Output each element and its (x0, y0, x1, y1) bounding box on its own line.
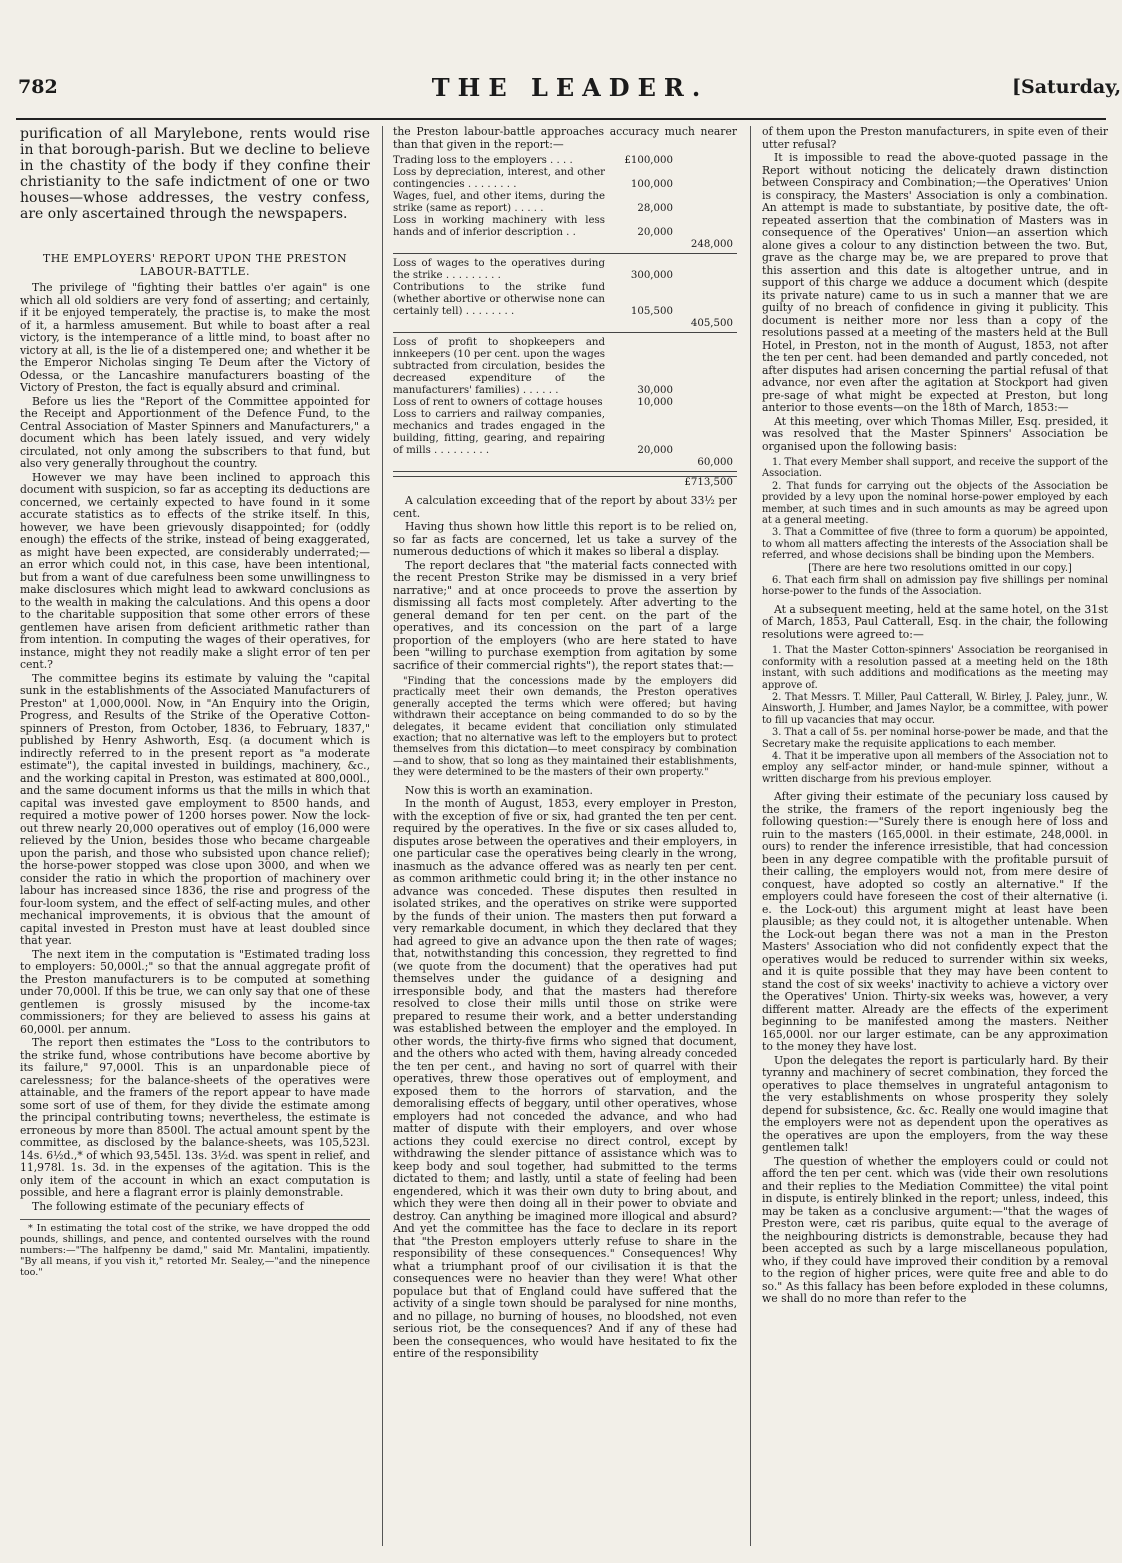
ledger-amount: 10,000 (637, 397, 673, 408)
resolution: 4. That it be imperative upon all members of the Association not to employ any self-actor minder, or hand-mule spinner, without a written discharge from his previous employer. (762, 751, 1108, 785)
column-1 (20, 126, 370, 1548)
ledger-item: Trading loss to the employers . . . . (393, 155, 573, 166)
paragraph: the Preston labour-battle approaches accuracy much nearer than that given in the report:— (393, 126, 737, 151)
ledger-amount: 30,000 (637, 385, 673, 396)
ledger-amount: 28,000 (637, 203, 673, 214)
ledger-item: Loss of rent to owners of cottage houses (393, 397, 603, 408)
ledger-item: Loss of profit to shopkeepers and innkeepers (10 per cent. upon the wages subtracted from circulation, besides the decreased expenditure of the manufacturers' families) . . . . . . (393, 337, 605, 396)
ledger-item: Contributions to the strike fund (whether abortive or otherwise none can certainly tell) . . . . . . . . (393, 282, 605, 317)
ledger-row (393, 155, 737, 167)
paragraph: The report declares that "the material facts connected with the recent Preston Strike may be dismissed in a very brief narrative;" and at once proceeds to prove the assertion by dismissing all facts most completely. After adverting to the general demand for ten per cent. on the part of the operatives, and its concession on the part of a large proportion of the employers (who are here stated to have been "willing to purchase exemption from agitation by some sacrifice of their commercial rights"), the report states that:— (393, 558, 737, 672)
ledger-amount: 20,000 (637, 445, 673, 456)
ledger-group-operatives (393, 258, 737, 333)
ledger-item: Loss in working machinery with less hands and of inferior description . . (393, 215, 605, 238)
ledger-row (393, 282, 737, 318)
ledger-item: Wages, fuel, and other items, during the strike (same as report) . . . . . (393, 191, 605, 214)
block-quote (393, 676, 737, 779)
paragraph: At this meeting, over which Thomas Miller, Esq. presided, it was resolved that the Master Spinners' Association be organised upon the following basis: (762, 414, 1108, 453)
ledger-amount: 105,500 (630, 306, 673, 317)
paragraph: The following estimate of the pecuniary effects of (32, 1199, 304, 1213)
header-day: [Saturday, (1012, 76, 1122, 98)
quote-text: "Finding that the concessions made by the employers did practically meet their own demands, the Preston operatives generally accepted the terms which were offered; but having withdrawn their acceptance on being commanded to do so by the delegates, it became evident that conciliation only stimulated exaction; that no alternative was left to the employers but to protect themselves from this dictation—to meet conspiracy by combination—and to show, that so long as they maintained their establishments, they were determined to be the masters of their own property." (393, 676, 737, 779)
paragraph: After giving their estimate of the pecuniary loss caused by the strike, the framers of the report ingeniously beg the following question:—"Surely there is enough here of loss and ruin to the masters (165,000l. in their estimate, 248,000l. in ours) to render the inference irresistible, that had concession been in any degree compatible with the profitable pursuit of their calling, the employers would not, from mere desire of conquest, have adopted so costly an alternative." If the employers could have foreseen the cost of their alternative (i. e. the Lock-out) this argument might at least have been plausible; as they could not, it is altogether untenable. When the Lock-out began there was not a man in the Preston Masters' Association who did not confidently expect that the operatives would be reduced to surrender within six weeks, and it is quite possible that they may have been content to stand the cost of six weeks' inactivity to achieve a victory over the Operatives' Union. Thirty-six weeks was, however, a very different matter. Already are the effects of the experiment beginning to be manifested among the masters. Neither 165,000l. nor our larger estimate, can be any approximation to the money they have lost. (762, 790, 1108, 1054)
paragraph: A calculation exceeding that of the report by about 33½ per cent. (393, 494, 737, 520)
resolution: 2. That funds for carrying out the objects of the Association be provided by a levy upon the nominal horse-power employed by each member, at such times and in such amounts as may be agreed upon at a general meeting. (762, 480, 1108, 527)
paragraph: It is impossible to read the above-quoted passage in the Report without noticing the delicately drawn distinction between Conspiracy and Combination;—the Operatives' Union is conspiracy, the Masters' Association is only a combination. An attempt is made to substantiate, by positive date, the oft-repeated assertion that the combination of Masters was in consequence of the Operatives' Union—an assertion which alone gives a colour to any distinction between the two. But, grave as the charge may be, we are prepared to prove that this assertion and this date is altogether untrue, and in support of this charge we adduce a document which (despite its private nature) came to us in such a manner that we are guilty of no breach of confidence in giving it publicity. This document is neither more nor less than a copy of the resolutions passed at a meeting of the masters held at the Bull Hotel, in Preston, not in the month of August, 1853, not after the ten per cent. had been demanded and partly conceded, not after disputes had arisen concerning the partial refusal of that advance, nor even after the agitation at Stockport had given pre-sage of what might be expected at Preston, but long anterior to those events—on the 18th of March, 1853:— (762, 151, 1108, 414)
paragraph: Before us lies the "Report of the Committee appointed for the Receipt and Apportionment of the Defence Fund, to the Central Association of Master Spinners and Manufacturers," a document which has been lately issued, and very widely circulated, not only among the subscribers to that fund, but also very generally throughout the country. (20, 394, 370, 470)
resolution: 3. That a call of 5s. per nominal horse-power be made, and that the Secretary make the requisite applications to each member. (762, 727, 1108, 750)
resolutions-march-31 (762, 645, 1108, 785)
paragraph: Upon the delegates the report is particularly hard. By their tyranny and machinery of secret combination, they forced the operatives to place themselves in ungrateful antagonism to the very establishments on whose prosperity they solely depend for subsistence, &c. &c. Really one would imagine that the employers were not as dependent upon the operatives as the operatives are upon the employers, from the way these gentlemen talk! (762, 1053, 1108, 1155)
column-divider (750, 126, 751, 1546)
ledger-item: Loss of wages to the operatives during the strike . . . . . . . . . (393, 258, 605, 281)
ledger-row (393, 167, 737, 191)
footnote-text: * In estimating the total cost of the strike, we have dropped the odd pounds, shillings, and pence, and contented ourselves with the round numbers:—"The halfpenny be damd," said Mr. Mantalini, impatiently. "By all means, if you vish it," retorted Mr. Sealey,—"and the ninepence too." (20, 1223, 370, 1278)
resolutions-march-18 (762, 457, 1108, 598)
paragraph: The privilege of "fighting their battles o'er again" is one which all old soldiers are very fond of asserting; and certainly, if it be enjoyed temperately, the practise is, to make the most of it, a harmless amusement. But while to boast after a real victory, is the intemperance of a little mind, to boast after no victory at all, is the lie of a distempered one; and whether it be the Emperor Nicholas singing Te Deum after the Victory of Odessa, or the Lancashire manufacturers boasting of the Victory of Preston, the fact is equally absurd and criminal. (20, 281, 370, 394)
article-title: THE EMPLOYERS' REPORT UPON THE PRESTON LABOUR-BATTLE. (42, 252, 348, 278)
masthead: THE LEADER. (431, 73, 709, 102)
footnote (20, 1219, 370, 1278)
ledger-group-others (393, 337, 737, 472)
column-3 (762, 126, 1108, 1548)
ledger-row (393, 258, 737, 282)
ledger-grand-total: £713,500 (393, 476, 737, 489)
resolution: 3. That a Committee of five (three to form a quorum) be appointed, to whom all matters affecting the interests of the Association shall be referred, and whose decisions shall be binding upon the Members. (762, 527, 1108, 562)
paragraph: The committee begins its estimate by valuing the "capital sunk in the establishments of the Associated Manufacturers of Preston" at 1,000,000l. Now, in "An Enquiry into the Origin, Progress, and Results of the Strike of the Operative Cotton-spinners of Preston, from October, 1836, to February, 1837," published by Henry Ashworth, Esq. (a document which is indirectly referred to in the present report as "a moderate estimate"), the capital invested in buildings, machinery, &c., and the working capital in Preston, was estimated at 800,000l., and the same document informs us that the mills in which that capital was invested gave employment to 8500 hands, and required a motive power of 1200 horses power. Now the lock-out threw nearly 20,000 operatives out of employ (16,000 were relieved by the Union, besides those who became chargeable upon the parish, and those who subsisted upon chance relief); the horse-power stopped was close upon 3000, and when we consider the ratio in which the proportion of machinery over labour has increased since 1836, the rise and progress of the four-loom system, and the effect of self-acting mules, and other mechanical improvements, it is obvious that the amount of capital invested in Preston must have at least doubled since that year. (20, 671, 370, 947)
page-header (0, 70, 1122, 110)
column-divider (382, 126, 383, 1546)
resolution: 1. That every Member shall support, and receive the support of the Association. (762, 457, 1108, 480)
ledger-row (393, 215, 737, 239)
ledger-subtotal: 405,500 (690, 318, 733, 329)
ledger-amount: 20,000 (637, 227, 673, 238)
paragraph: of them upon the Preston manufacturers, in spite even of their utter refusal? (762, 126, 1108, 151)
ledger-row (393, 397, 737, 409)
ledger-item: Loss to carriers and railway companies, mechanics and trades engaged in the building, fitting, gearing, and repairing of mills . . . . . . . . . (393, 409, 605, 456)
resolution-note: [There are here two resolutions omitted in our copy.] (808, 562, 1072, 574)
paragraph: However we may have been inclined to approach this document with suspicion, so far as accepting its deductions are concerned, we certainly expected to have found in it some accurate statistics as to effects of the strike itself. In this, however, we have been grievously disappointed; for (oddly enough) the effects of the strike, instead of being exaggerated, as might have been expected, are considerably underrated;—an error which could not, in this case, have been intentional, but from a want of due carefulness been some unwillingness to make disclosures which might lead to awkward conclusions as to the wealth in making the calculations. And this opens a door to the charitable supposition that some other errors of these gentlemen have arisen from deficient arithmetic rather than from intention. In computing the wages of their operatives, for instance, might they not readily make a slight error of ten per cent.? (20, 470, 370, 671)
paragraph: In the month of August, 1853, every employer in Preston, with the exception of five or six, had granted the ten per cent. required by the operatives. In the five or six cases alluded to, disputes arose between the operatives and their employers, in one particular case the operatives being clearly in the wrong, inasmuch as the advance offered was as nearly ten per cent. as common arithmetic could bring it; in the other instance no advance was conceded. These disputes then resulted in isolated strikes, and the operatives on strike were supported by the funds of their union. The masters then put forward a very remarkable document, in which they declared that they had agreed to give an advance upon the then rate of wages; that, notwithstanding this concession, they regretted to find (we quote from the document) that the operatives had put themselves under the guidance of a designing and irresponsible body, and that the masters had therefore resolved to close their mills until those on strike were prepared to resume their work, and a better understanding was established between the employer and the employed. In other words, the thirty-five firms who signed that document, and the others who acted with them, having already conceded the ten per cent., and having no sort of quarrel with their operatives, threw those operatives out of employment, and exposed them to the horrors of starvation, and the demoralising effects of beggary, until other operatives, whose employers had not conceded the advance, and who had matter of dispute with their employers, and over whose actions they could exercise no direct control, except by withdrawing the slender pittance of assistance which was to keep body and soul together, had submitted to the terms dictated to them; and lastly, until a state of feeling had been engendered, which it was their own duty to bring about, and which they were then doing all in their power to obviate and destroy. Can anything be imagined more illogical and absurd? And yet the committee has the face to declare in its report that "the Preston employers utterly refuse to share in the responsibility of these consequences." Consequences! Why what a triumphant proof of our civilisation it is that the consequences were no heavier than they were! What other populace but that of England could have suffered that the activity of a single town should be paralysed for nine months, and no pillage, no burning of houses, no bloodshed, not even serious riot, be the consequences? And if any of these had been the consequences, who would have hesitated to fix the entire of the responsibility (393, 797, 737, 1361)
ledger-amount: 100,000 (630, 179, 673, 190)
ledger-group-employers (393, 155, 737, 254)
ledger-row (393, 337, 737, 397)
ledger-item: Loss by depreciation, interest, and other contingencies . . . . . . . . (393, 167, 605, 190)
ledger-subtotal: 248,000 (690, 239, 733, 250)
loss-ledger (393, 155, 737, 489)
paragraph: The question of whether the employers could or could not afford the ten per cent. which was (vide their own resolutions and their replies to the Mediation Committee) the vital point in dispute, is entirely blinked in the report; unless, indeed, this may be taken as a conclusive argument:—"that the wages of Preston were, cæt ris paribus, quite equal to the average of the neighbouring districts is demonstrable, because they had been accepted as such by a large miscellaneous population, who, if they could have improved their condition by a removal to the region of higher prices, were quite free and able to do so." As this fallacy has been before exploded in these columns, we shall do no more than refer to the (762, 1154, 1108, 1306)
ledger-amount: £100,000 (624, 155, 673, 166)
paragraph: At a subsequent meeting, held at the same hotel, on the 31st of March, 1853, Paul Catterall, Esq. in the chair, the following resolutions were agreed to:— (762, 602, 1108, 641)
column-2 (393, 126, 737, 1548)
page-number: 782 (18, 76, 58, 98)
paragraph: The report then estimates the "Loss to the contributors to the strike fund, whose contributions have become abortive by its failure," 97,000l. This is an unpardonable piece of carelessness; for the balance-sheets of the operatives were attainable, and the framers of the report appear to have made some sort of use of them, for they divide the estimate among the principal contributing towns; nevertheless, the estimate is erroneous by more than 8500l. The actual amount spent by the committee, as disclosed by the balance-sheets, was 105,523l. 14s. 6½d.,* of which 93,545l. 13s. 3½d. was spent in relief, and 11,978l. 1s. 3d. in the expenses of the agitation. This is the only item of the account in which an exact computation is possible, and here a flagrant error is plainly demonstrable. (20, 1036, 370, 1199)
resolution: 2. That Messrs. T. Miller, Paul Catterall, W. Birley, J. Paley, junr., W. Ainsworth, J. Humber, and James Naylor, be a committee, with power to fill up vacancies that may occur. (762, 692, 1108, 726)
header-rule (16, 118, 1106, 120)
ledger-subtotal: 60,000 (697, 457, 733, 468)
ledger-row (393, 409, 737, 457)
paragraph: Now this is worth an examination. (405, 783, 593, 797)
ledger-amount: 300,000 (630, 270, 673, 281)
resolution: 6. That each firm shall on admission pay five shillings per nominal horse-power to the funds of the Association. (762, 575, 1108, 598)
paragraph: Having thus shown how little this report is to be relied on, so far as facts are concerned, let us take a survey of the numerous deductions of which it makes so liberal a display. (393, 520, 737, 558)
resolution: 1. That the Master Cotton-spinners' Association be reorganised in conformity with a resolution passed at a meeting held on the 18th instant, with such additions and modifications as the meeting may approve of. (762, 645, 1108, 691)
ledger-row (393, 191, 737, 215)
lead-paragraph: purification of all Marylebone, rents would rise in that borough-parish. But we decline to believe in the chastity of the body if they confine their christianity to the safe indictment of one or two houses—whose addresses, the vestry confess, are only ascertained through the newspapers. (20, 126, 370, 222)
paragraph: The next item in the computation is "Estimated trading loss to employers: 50,000l.;" so that the annual aggregate profit of the Preston manufacturers is to be computed at something under 70,000l. If this be true, we can only say that one of these gentlemen is grossly misused by the income-tax commissioners; for they are believed to assess his gains at 60,000l. per annum. (20, 947, 370, 1036)
